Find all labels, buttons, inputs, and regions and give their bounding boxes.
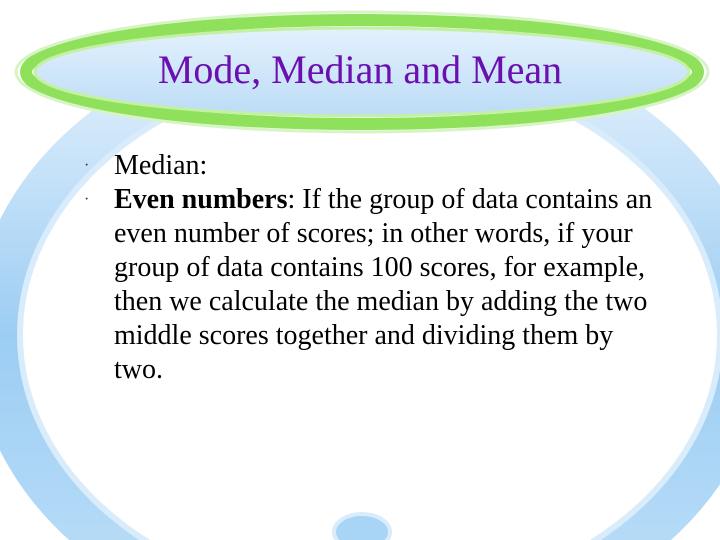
slide-title: Mode, Median and Mean xyxy=(157,47,563,92)
bullet-median xyxy=(80,149,660,183)
bullet-term: Even numbers xyxy=(114,184,288,215)
bullet-text: : If the group of data contains an even number of scores; in other words, if your group of data contains 100 scores, for example, then we calculate the median by adding the two middle scores together and dividing them by two. xyxy=(114,184,653,385)
bottom-bubble xyxy=(334,514,390,540)
bullet-marker: · xyxy=(84,191,90,208)
bullet-marker: · xyxy=(84,157,90,174)
bullet-even-numbers xyxy=(80,183,660,387)
bullet-text: Median: xyxy=(114,150,208,181)
bullet-list xyxy=(80,149,660,387)
